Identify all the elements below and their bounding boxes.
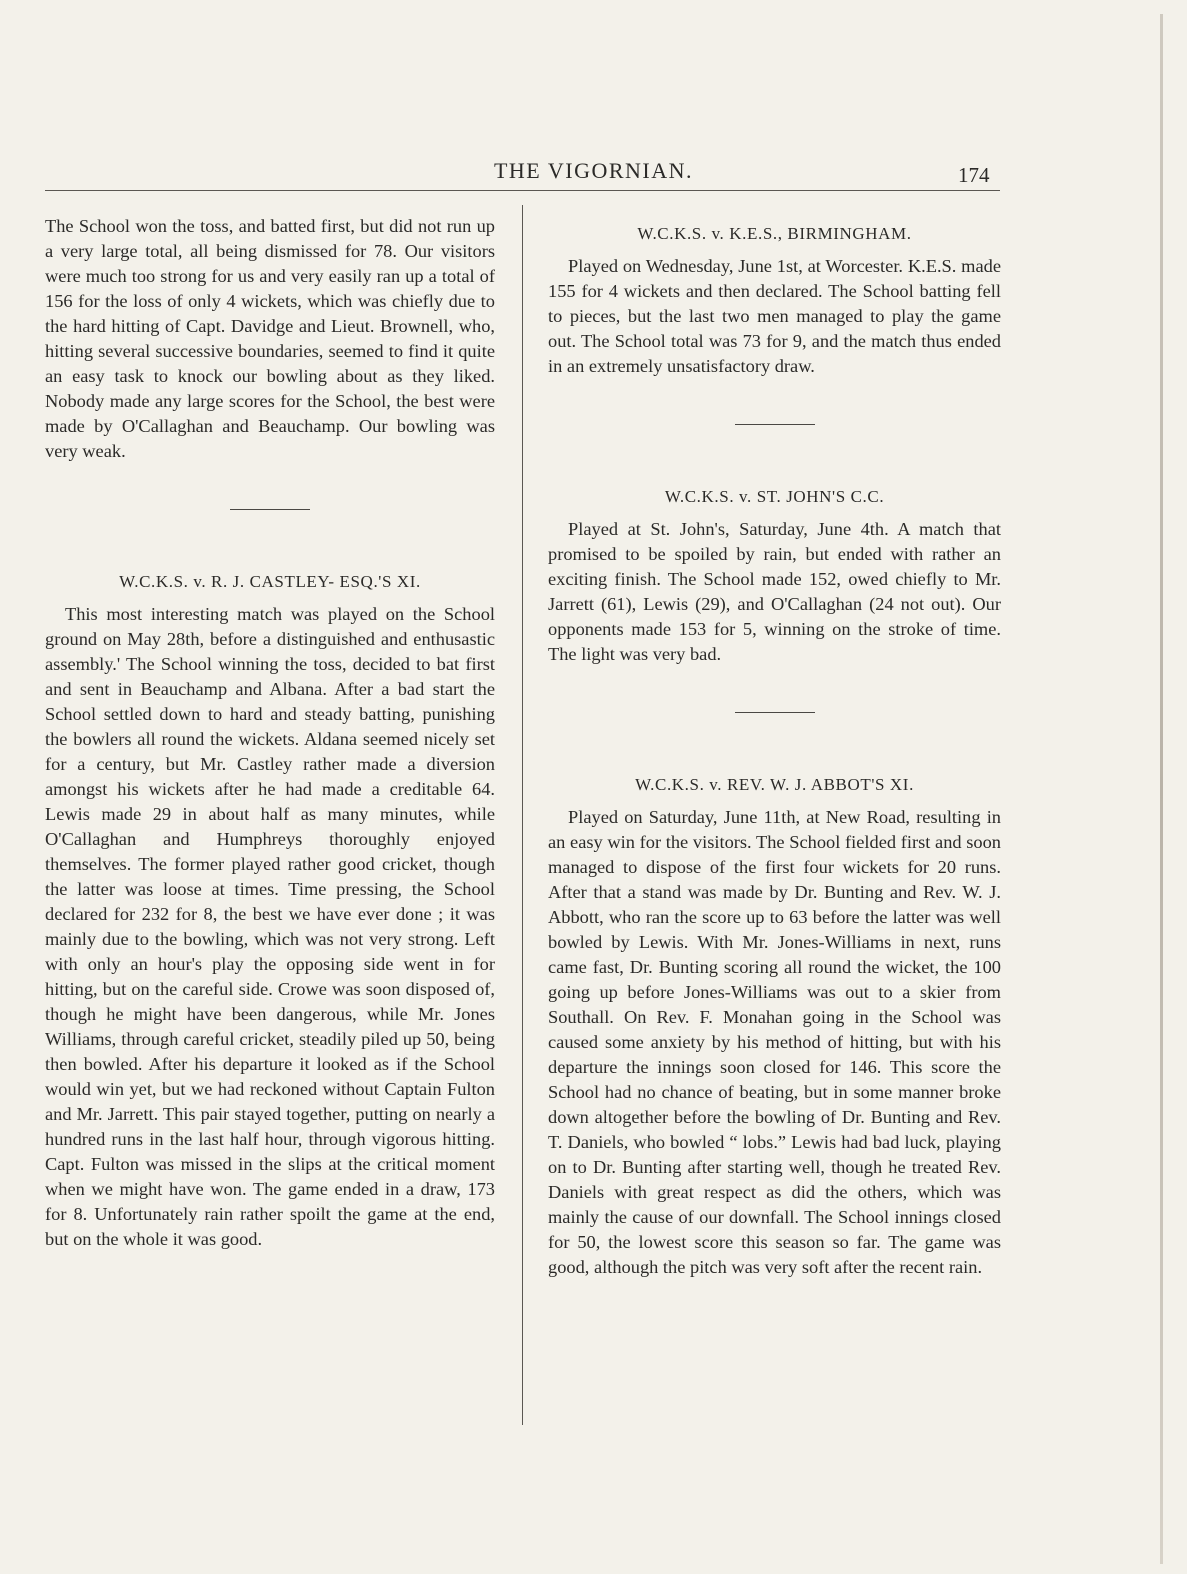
- page-edge: [1160, 14, 1163, 1564]
- match-title-abbot: W.C.K.S. v. REV. W. J. ABBOT'S XI.: [635, 775, 914, 794]
- right-column: [548, 214, 1001, 1280]
- left-column: [45, 214, 495, 1252]
- running-head: THE VIGORNIAN.: [493, 158, 694, 183]
- column-rule: [522, 205, 523, 1425]
- match-report-castley: This most interesting match was played on the School ground on May 28th, before a distinguished and enthusastic assembly.' The School winning the toss, decided to bat first and sent in Beauchamp and Albana. After a bad start the School settled down to hard and steady batting, punishing the bowlers all round the wickets. Aldana seemed nicely set for a century, but Mr. Castley rather made a diversion amongst his wickets after he had made a creditable 64. Lewis made 29 in about half as many minutes, while O'Callaghan and Humphreys thoroughly enjoyed themselves. The former played rather good cricket, though the latter was loose at times. Time pressing, the School declared for 232 for 8, the best we have ever done ; it was mainly due to the bowling, which was not very strong. Left with only an hour's play the opposing side went in for hitting, but on the careful side. Crowe was soon disposed of, though he might have been dangerous, while Mr. Jones Williams, through careful cricket, steadily piled up 50, being then bowled. After his departure it looked as if the School would win yet, but we had reckoned without Captain Fulton and Mr. Jarrett. This pair stayed together, putting on nearly a hundred runs in the last half hour, through vigorous hitting. Capt. Fulton was missed in the slips at the critical moment when we might have won. The game ended in a draw, 173 for 8. Unfortunately rain rather spoilt the game at the end, but on the whole it was good.: [45, 604, 495, 1249]
- match-title-castley: W.C.K.S. v. R. J. CASTLEY- ESQ.'S XI.: [119, 572, 421, 591]
- header-rule: [45, 190, 1000, 191]
- opening-paragraph: The School won the toss, and batted first, but did not run up a very large total, all being dismissed for 78. Our visitors were much too strong for us and very easily ran up a total of 156 for the loss of only 4 wickets, which was chiefly due to the hard hitting of Capt. Davidge and Lieut. Brownell, who, hitting several successive boundaries, seemed to find it quite an easy task to knock our bowling about as they liked. Nobody made any large scores for the School, the best were made by O'Callaghan and Beauchamp. Our bowling was very weak.: [45, 216, 495, 461]
- match-report-kes: Played on Wednesday, June 1st, at Worcester. K.E.S. made 155 for 4 wickets and then declared. The School batting fell to pieces, but the last two men managed to play the game out. The School total was 73 for 9, and the match thus ended in an extremely unsatisfactory draw.: [548, 256, 1001, 376]
- page-number: 174: [958, 163, 990, 187]
- match-report-abbot: Played on Saturday, June 11th, at New Road, resulting in an easy win for the visitors. The School fielded first and soon managed to dispose of the first four wickets for 20 runs. After that a stand was made by Dr. Bunting and Rev. W. J. Abbott, who ran the score up to 63 before the latter was well bowled by Lewis. With Mr. Jones-Williams in next, runs came fast, Dr. Bunting scoring all round the wicket, the 100 going up before Jones-Williams was out to a skier from Southall. On Rev. F. Monahan going in the School was caused some anxiety by his method of hitting, but with his departure the innings soon closed for 146. This score the School had no chance of beating, but in some manner broke down altogether before the bowling of Dr. Bunting and Rev. T. Daniels, who bowled “ lobs.” Lewis had bad luck, playing on to Dr. Bunting after starting well, though he treated Rev. Daniels with great respect as did the others, which was mainly the cause of our downfall. The School innings closed for 50, the lowest score this season so far. The game was good, although the pitch was very soft after the recent rain.: [548, 807, 1001, 1277]
- match-title-st-johns: W.C.K.S. v. ST. JOHN'S C.C.: [664, 487, 885, 506]
- section-divider: [45, 464, 495, 562]
- match-title-kes: W.C.K.S. v. K.E.S., BIRMINGHAM.: [637, 224, 912, 243]
- section-divider: [548, 667, 1001, 765]
- match-report-st-johns: Played at St. John's, Saturday, June 4th. A match that promised to be spoiled by rain, but ended with rather an exciting finish. The School made 152, owed chiefly to Mr. Jarrett (61), Lewis (29), and O'Callaghan (24 not out). Our opponents made 153 for 5, winning on the stroke of time. The light was very bad.: [548, 519, 1001, 664]
- section-divider: [548, 379, 1001, 477]
